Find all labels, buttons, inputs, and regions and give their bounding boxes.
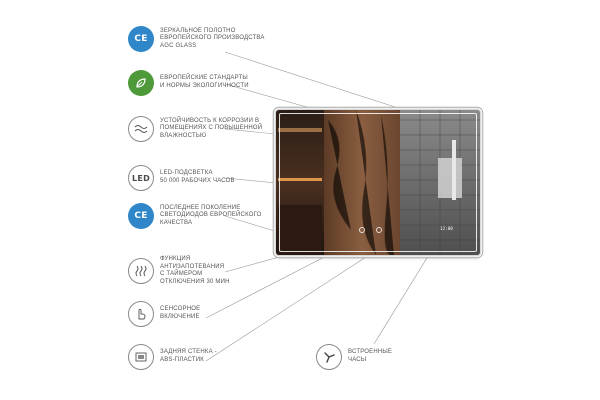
feature-anti-fog bbox=[128, 256, 230, 286]
callout-line-agc-glass bbox=[225, 52, 432, 119]
feature-led-generation bbox=[128, 203, 262, 229]
clock-hands-icon bbox=[316, 344, 342, 370]
eco-leaf-icon bbox=[128, 70, 154, 96]
wave-icon bbox=[128, 116, 154, 142]
feature-label: ВСТРОЕННЫЕ ЧАСЫ bbox=[348, 349, 393, 363]
feature-clock bbox=[316, 344, 392, 370]
feature-label: СЕНСОРНОЕ ВКЛЮЧЕНИЕ bbox=[160, 306, 201, 320]
mirror bbox=[276, 110, 480, 255]
mirror-reflection bbox=[276, 110, 480, 255]
mirror-clock-display: 12:00 bbox=[440, 226, 454, 231]
feature-label: ФУНКЦИЯ АНТИЗАПОТЕВАНИЯ С ТАЙМЕРОМ ОТКЛЮЧЕНИЯ 30 МИН bbox=[160, 256, 230, 285]
feature-led bbox=[128, 165, 235, 191]
ce-mark-icon: CE bbox=[128, 203, 154, 229]
feature-label: УСТОЙЧИВОСТЬ К КОРРОЗИИ В ПОМЕЩЕНИЯХ С ПОВЫШЕННОЙ ВЛАЖНОСТЬЮ bbox=[160, 117, 263, 139]
feature-eco bbox=[128, 70, 249, 96]
touch-button-light[interactable] bbox=[359, 227, 365, 233]
feature-label: ЗАДНЯЯ СТЕНКА - ABS-ПЛАСТИК bbox=[160, 349, 217, 363]
heat-waves-icon bbox=[128, 258, 154, 284]
feature-label: ЗЕРКАЛЬНОЕ ПОЛОТНО ЕВРОПЕЙСКОГО ПРОИЗВОДСТВА AGC GLASS bbox=[160, 27, 265, 49]
back-panel-icon bbox=[128, 344, 154, 370]
feature-label: ПОСЛЕДНЕЕ ПОКОЛЕНИЕ СВЕТОДИОДОВ ЕВРОПЕЙСКОГО КАЧЕСТВА bbox=[160, 204, 262, 226]
feature-agc-glass bbox=[128, 26, 265, 52]
feature-abs bbox=[128, 344, 217, 370]
ce-mark-icon: CE bbox=[128, 26, 154, 52]
feature-anti-corrosion bbox=[128, 116, 262, 142]
led-icon: LED bbox=[128, 165, 154, 191]
feature-label: ЕВРОПЕЙСКИЕ СТАНДАРТЫ И НОРМЫ ЭКОЛОГИЧНОСТИ bbox=[160, 75, 249, 89]
feature-label: LED-ПОДСВЕТКА 50 000 РАБОЧИХ ЧАСОВ bbox=[160, 170, 235, 184]
touch-button-heat[interactable] bbox=[376, 227, 382, 233]
feature-touch bbox=[128, 301, 200, 327]
callout-line-clock bbox=[374, 240, 438, 344]
touch-hand-icon bbox=[128, 301, 154, 327]
